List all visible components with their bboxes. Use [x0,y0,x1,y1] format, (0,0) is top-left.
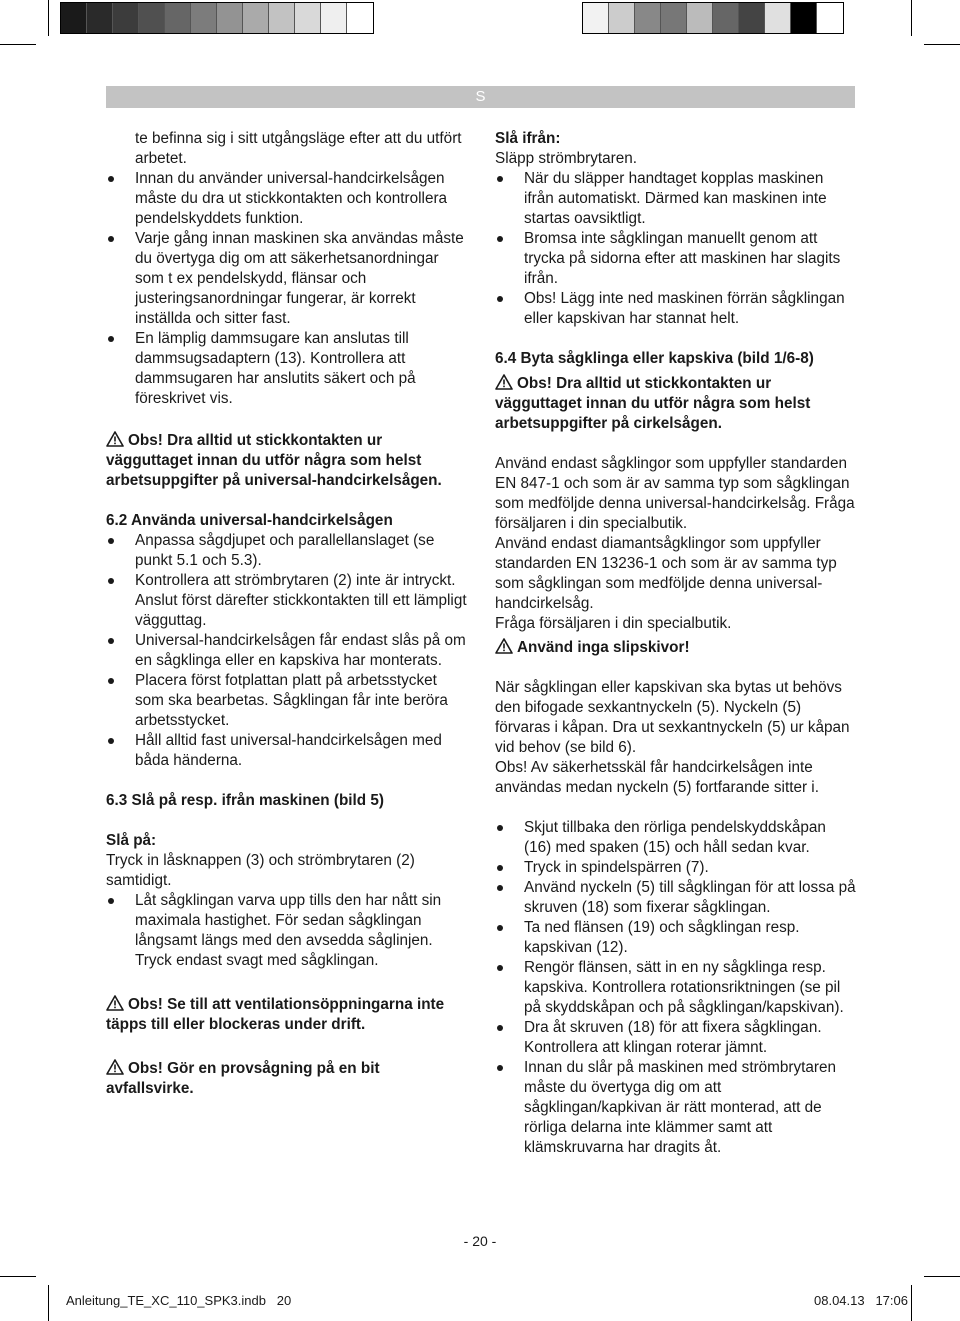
switch-on-bullet-list [106,891,468,971]
calibration-swatch [661,3,687,33]
crop-mark [911,1285,912,1321]
list-item: När du släpper handtaget kopplas maskinen ifrån automatiskt. Därmed kan maskinen inte startas oavsiktligt. [495,169,857,229]
warning-note [495,638,857,658]
list-item: Bromsa inte sågklingan manuellt genom att trycka på sidorna efter att maskinen har slagits ifrån. [495,229,857,289]
usage-bullet-list [106,531,468,771]
calibration-swatch [87,3,113,33]
paragraph: Använd endast sågklingor som uppfyller standarden EN 847-1 och som är av samma typ som sågklingan som medföljde denna universal-handcirkelsåg. Fråga försäljaren i din specialbutik. [495,455,855,532]
calibration-swatch [713,3,739,33]
calibration-swatch [321,3,347,33]
calibration-swatch [165,3,191,33]
warning-triangle-icon [106,995,124,1011]
list-item: Universal-handcirkelsågen får endast slås på om en sågklinga eller en kapskiva har monterats. [106,631,468,671]
list-item: Kontrollera att strömbrytaren (2) inte är intryckt. Anslut först därefter stickkontakten till ett lämpligt vägguttag. [106,571,468,631]
list-item: Ta ned flänsen (19) och sågklingan resp. kapskivan (12). [495,918,857,958]
crop-mark [924,1276,960,1277]
calibration-swatch [739,3,765,33]
language-label: S [475,88,486,105]
crop-mark [911,0,912,36]
section-heading: 6.4 Byta sågklinga eller kapskiva (bild 1/6-8) [495,350,814,367]
subheading: Slå ifrån: [495,130,561,147]
crop-mark [0,1276,36,1277]
list-item: Innan du använder universal-handcirkelsågen måste du dra ut stickkontakten och kontrollera pendelskyddets funktion. [106,169,468,229]
calibration-swatch [817,3,843,33]
crop-mark [48,1285,49,1321]
paragraph: Släpp strömbrytaren. [495,150,637,167]
list-item: Placera först fotplattan platt på arbetsstycket som ska bearbetas. Sågklingan får inte beröra arbetsstycket. [106,671,468,731]
warning-triangle-icon [495,374,513,390]
paragraph: Obs! Av säkerhetsskäl får handcirkelsågen inte användas medan nyckeln (5) fortfarande sitter i. [495,759,819,796]
calibration-swatch [765,3,791,33]
calibration-bar-right [582,2,844,34]
section-heading: 6.2 Använda universal-handcirkelsågen [106,512,393,529]
warning-triangle-icon [495,638,513,654]
section-heading: 6.3 Slå på resp. ifrån maskinen (bild 5) [106,792,384,809]
list-item: Dra åt skruven (18) för att fixera sågklingan. Kontrollera att klingan roterar jämnt. [495,1018,857,1058]
list-item: Håll alltid fast universal-handcirkelsågen med båda händerna. [106,731,468,771]
calibration-swatch [687,3,713,33]
list-item: En lämplig dammsugare kan anslutas till dammsugsadaptern (13). Kontrollera att dammsugaren har anslutits säkert och på föreskrivet vis. [106,329,468,409]
left-column [106,129,468,1099]
list-item: Låt sågklingan varva upp tills den har nått sin maximala hastighet. För sedan sågklingan långsamt längs med den avsedda såglinjen. Tryck endast svagt med sågklingan. [106,891,468,971]
list-item: Varje gång innan maskinen ska användas måste du övertyga dig om att säkerhetsanordningar som t ex pendelskydd, flänsar och justeringsanordningar fungerar, är korrekt inställda och sitter fast. [106,229,468,329]
safety-bullet-list [106,169,468,409]
calibration-swatch [191,3,217,33]
warning-triangle-icon [106,431,124,447]
paragraph: Tryck in låsknappen (3) och strömbrytaren (2) samtidigt. [106,852,415,889]
crop-mark [924,44,960,45]
page-number: - 20 - [463,1233,497,1249]
list-item: Använd nyckeln (5) till sågklingan för att lossa på skruven (18) som fixerar sågklingan. [495,878,857,918]
paragraph: Fråga försäljaren i din specialbutik. [495,615,732,632]
list-item: Obs! Lägg inte ned maskinen förrän sågklingan eller kapskivan har stannat helt. [495,289,857,329]
list-item: Anpassa sågdjupet och parallellanslaget (se punkt 5.1 och 5.3). [106,531,468,571]
warning-note [495,374,857,434]
crop-mark [0,44,36,45]
list-item: Skjut tillbaka den rörliga pendelskyddskåpan (16) med spaken (15) och håll sedan kvar. [495,818,857,858]
calibration-swatch [295,3,321,33]
calibration-swatch [217,3,243,33]
grayscale-calibration-bar-left [60,2,374,34]
warning-text: Obs! Dra alltid ut stickkontakten ur vägguttaget innan du utför några som helst arbetsuppgifter på cirkelsågen. [495,375,811,432]
calibration-swatch [139,3,165,33]
calibration-swatch [347,3,373,33]
warning-text: Obs! Gör en provsågning på en bit avfallsvirke. [106,1060,380,1097]
warning-text: Obs! Dra alltid ut stickkontakten ur vägguttaget innan du utför några som helst arbetsuppgifter på universal-handcirkelsågen. [106,432,442,489]
calibration-swatch [583,3,609,33]
subheading: Slå på: [106,832,157,849]
calibration-swatch [61,3,87,33]
warning-triangle-icon [106,1059,124,1075]
intro-continuation: te befinna sig i sitt utgångsläge efter att du utfört arbetet. [135,130,462,167]
calibration-swatch [243,3,269,33]
calibration-swatch [269,3,295,33]
calibration-swatch [635,3,661,33]
replacement-steps-list [495,818,857,1158]
list-item: Rengör flänsen, sätt in en ny sågklinga resp. kapskiva. Kontrollera rotationsriktningen (se pil på skyddskåpan och på sågklingan/kapskivan). [495,958,857,1018]
right-column [495,129,857,1158]
calibration-swatch [113,3,139,33]
warning-note [106,1059,468,1099]
warning-note [106,431,468,491]
list-item: Tryck in spindelspärren (7). [495,858,857,878]
paragraph: När sågklingan eller kapskivan ska bytas ut behövs den bifogade sexkantnyckeln (5). Nyckeln (5) förvaras i kåpan. Dra ut sexkantnyckeln (5) ur kåpan vid behov (se bild 6). [495,679,850,756]
warning-note [106,995,468,1035]
warning-text: Obs! Se till att ventilationsöppningarna inte täpps till eller blockeras under drift. [106,996,445,1033]
language-header-bar [106,86,855,108]
footer-filename: Anleitung_TE_XC_110_SPK3.indb 20 [66,1293,292,1308]
footer-timestamp: 08.04.13 17:06 [814,1293,908,1308]
warning-text: Använd inga slipskivor! [517,639,690,656]
calibration-swatch [609,3,635,33]
calibration-swatch [791,3,817,33]
paragraph: Använd endast diamantsågklingor som uppfyller standarden EN 13236-1 och som är av samma typ som sågklingan som medföljde denna universal-handcirkelsåg. [495,535,837,612]
crop-mark [48,0,49,36]
switch-off-bullet-list [495,169,857,329]
list-item: Innan du slår på maskinen med strömbrytaren måste du övertyga dig om att sågklingan/kapkivan är rätt monterad, att de rörliga delarna inte klämmer samt att klämskruvarna har dragits åt. [495,1058,857,1158]
